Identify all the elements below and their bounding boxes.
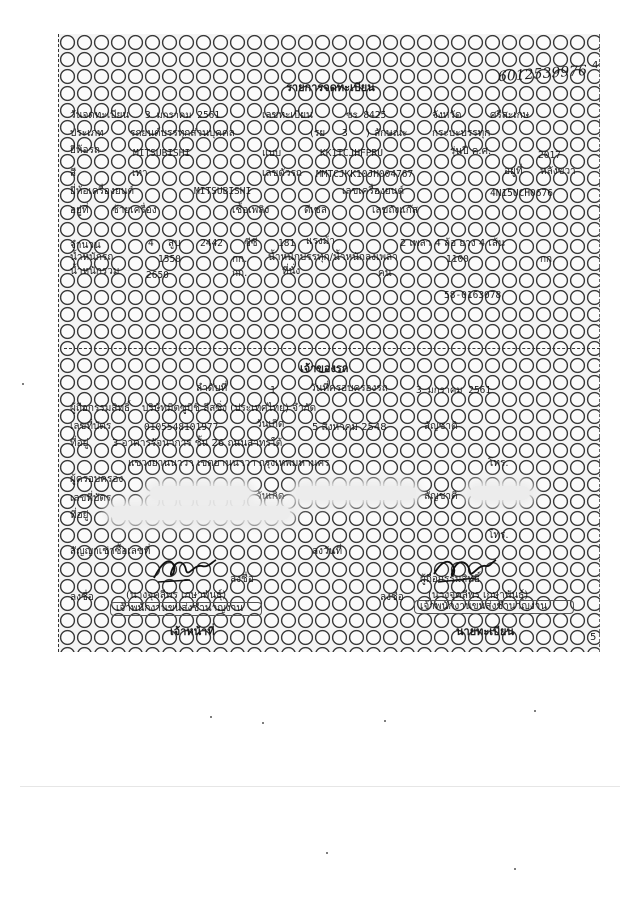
- gross-kg: กก.: [232, 268, 248, 279]
- redacted-nationality: [470, 486, 530, 500]
- load-kg: กก.: [540, 254, 556, 265]
- owner-title: เจ้าของรถ: [300, 362, 349, 375]
- province-label: จังหวัด: [432, 110, 462, 121]
- nationality-label: สัญชาติ: [424, 421, 458, 432]
- engine-brand-label: ยี่ห้อเครื่องยนต์: [70, 186, 135, 197]
- officer-title-right: เจ้าพนักงานขนส่งชำนาญงาน: [420, 601, 548, 612]
- gross: 2650: [146, 270, 169, 281]
- hp: 181: [278, 238, 296, 249]
- possess-date: 3 มกราคม 2561: [416, 385, 492, 396]
- scan-speck: [262, 722, 264, 724]
- cylinders: 4: [148, 238, 154, 249]
- officer-label: เจ้าหน้าที่: [170, 625, 215, 638]
- owner-label: ผู้ถือกรรมสิทธิ์: [70, 403, 131, 414]
- section-divider: [64, 348, 600, 349]
- scan-speck: [326, 852, 328, 854]
- id2-label: เลขที่บัตร: [70, 493, 112, 504]
- vin-loc: หลังขวา: [540, 166, 576, 177]
- gross-label: น้ำหนักรวม: [70, 266, 120, 277]
- officer-name-right: (นางจุคลีพร เกษาพันธุ์): [428, 590, 529, 601]
- type-code-label: (รย: [310, 128, 326, 139]
- brand-label: ยี่ห้อรถ: [70, 145, 100, 156]
- brand: MITSUBISHI: [133, 148, 191, 159]
- scan-speck: [514, 868, 516, 870]
- model-label: แบบ: [262, 148, 282, 159]
- lease-date-label: ลงวันที่: [312, 546, 343, 557]
- weight-kg: กก.: [232, 254, 248, 265]
- nationality2-label: สัญชาติ: [424, 491, 458, 502]
- year-label: รุ่นปี ค.ศ.: [450, 146, 492, 157]
- sign-label-2: ลงชื่อ: [70, 592, 94, 603]
- type-code: 3: [342, 128, 348, 139]
- address2-label: ที่อยู่: [70, 510, 89, 521]
- address-label: ที่อยู่: [70, 438, 89, 449]
- reg-date: 3 มกราคม 2561: [145, 110, 221, 121]
- weight-label: น้ำหนักรถ: [70, 252, 114, 263]
- cc-unit: ซีซี: [244, 238, 258, 249]
- officer-title-left: เจ้าพนักงานขนส่งชำนาญงาน: [116, 603, 244, 614]
- body-label: ลักษณะ: [374, 128, 408, 139]
- page-mark-bottom: 5: [590, 632, 597, 643]
- ref-no: 58-0163078: [444, 290, 502, 301]
- reg-date-label: วันจดทะเบียน: [70, 110, 130, 121]
- seq-label: ลำดับที่: [196, 383, 228, 394]
- hp-unit: แรงม้า: [306, 236, 335, 247]
- year: 2017: [538, 150, 561, 161]
- owner-name: บริษัทมิตซูบิชิ ลีสซิ่ง (ประเทศไทย) จำกัด: [142, 403, 317, 414]
- engine-brand: MITSUBISHI: [194, 186, 252, 197]
- engine-no: 4N15UCH0676: [490, 188, 553, 199]
- vin: MMTCJKK10JH004767: [316, 169, 414, 180]
- load: 1100: [446, 254, 469, 265]
- cc: 2442: [200, 238, 223, 249]
- fuel-label: เชื้อเพลิง: [232, 205, 270, 216]
- model: KK1TCJHFPRU: [320, 148, 383, 159]
- province: ศรีสะเกษ: [490, 110, 530, 121]
- id-no: 0105548101977: [144, 422, 219, 433]
- type-code-close: ): [366, 128, 370, 139]
- scan-speck: [534, 710, 536, 712]
- engine-loc: ซ้ายเครื่อง: [112, 205, 157, 216]
- page-mark-top: 4: [592, 60, 599, 71]
- birth2-label: วันเกิด: [256, 491, 285, 502]
- vin-loc-label: อยู่ที่: [504, 166, 523, 177]
- redacted-address: [110, 506, 290, 520]
- cyl-unit: สูบ: [168, 238, 181, 249]
- color-label: สี: [70, 168, 77, 179]
- seq: 1: [270, 385, 276, 396]
- seats-label: ที่นั่ง: [282, 266, 301, 277]
- type: รถยนต์บรรทุกส่วนบุคคล: [130, 128, 235, 139]
- officer-name-left: (นางจุคลีพร เกษาพันธุ์): [126, 590, 227, 601]
- weight: 1550: [158, 254, 181, 265]
- scan-speck: [210, 716, 212, 718]
- engine-no-label: เลขเครื่องยนต์: [342, 186, 404, 197]
- phone2-label: โทร.: [488, 530, 509, 541]
- type-label: ประเภท: [70, 128, 104, 139]
- phone-label: โทร.: [488, 458, 509, 469]
- color: เทา: [132, 168, 148, 179]
- qty-label: จำนวน: [70, 240, 101, 251]
- plate: ขร 8425: [346, 110, 387, 121]
- lease-label: สัญญาเช่าซื้อเลขที่: [70, 546, 151, 557]
- redacted-birth: [296, 486, 416, 500]
- seats-unit: คน: [378, 268, 392, 279]
- sign-label-3: ลงชื่อ: [380, 592, 404, 603]
- birth-label: วันเกิด: [256, 419, 285, 430]
- body: กระบะบรรทุก: [432, 128, 491, 139]
- address-line1: 3 อาคารรัจนาการ ชั้น 26 ถนนสาทรใต้: [112, 438, 283, 449]
- officer-signature: [150, 552, 220, 586]
- bottom-scan-line: [20, 786, 620, 787]
- scan-speck: [384, 720, 386, 722]
- address-line2: แขวงยานนาวา เขตยานนาวา กรุงเทพมหานคร: [128, 458, 330, 469]
- scan-speck: [22, 383, 24, 385]
- gas-tank-label: เลขถังแก๊ส: [372, 205, 418, 216]
- fuel: ดีเซล: [304, 205, 327, 216]
- birth-date: 5 สิงหาคม 2548: [312, 422, 387, 433]
- possessor-label: ผู้ครอบครอง: [70, 474, 124, 485]
- possess-date-label: วันที่ครอบครองรถ: [310, 383, 388, 394]
- sign-label-left: ลงชื่อ: [230, 574, 254, 585]
- axle-info: 2 เพลา 4 ล้อ ยาง 4 เส้น: [400, 238, 505, 249]
- plate-label: เลขทะเบียน: [262, 110, 313, 121]
- load-label: น้ำหนักบรรทุก/น้ำหนักลงเพลา: [268, 252, 398, 263]
- id-label: เลขที่บัตร: [70, 421, 112, 432]
- registration-document: [58, 34, 600, 652]
- engine-loc-label: อยู่ที่: [70, 205, 89, 216]
- registration-title: รายการจดทะเบียน: [286, 81, 375, 94]
- vin-label: เลขตัวรถ: [262, 168, 302, 179]
- owner-sign-label: ผู้ถือกรรมสิทธิ์: [420, 574, 481, 585]
- redacted-id: [150, 486, 250, 500]
- handwritten-doc-number: 6012539976: [497, 62, 588, 86]
- registrar-label: นายทะเบียน: [456, 625, 515, 638]
